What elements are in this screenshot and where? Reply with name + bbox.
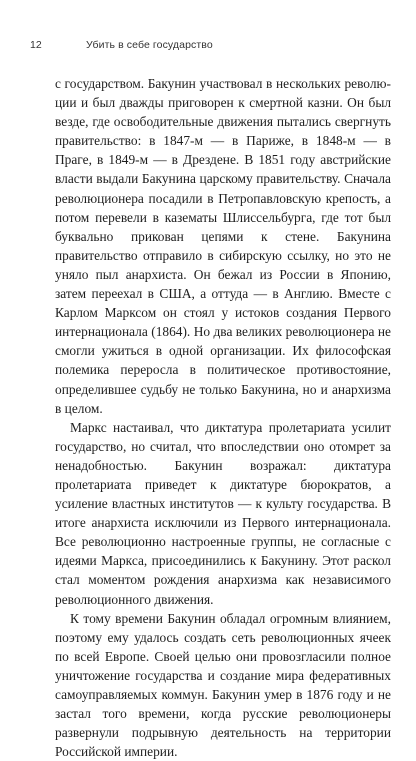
paragraph-1: с государством. Бакунин участвовал в нескольких революции и был дважды приговорен к смертной казни. Он был везде, где освободительные движения пытались свергнуть правительство: в 1847-м — в Париже, в 1848-м — в Праге, в 1849-м — в Дрездене. В 1851 году австрийские власти выдали Бакунина царскому правительству. Сначала революционера посадили в Петропавловскую крепость, а потом перевели в казематы Шлиссельбурга, где тот был буквально прикован цепями к стене. Бакунина правительство отправило в сибирскую ссылку, но это не уняло пыл анархиста. Он бежал из России в Японию, затем переехал в США, а оттуда — в Англию. Вместе с Карлом Марксом он стоял у истоков создания Первого интернационала (1864). Но два великих революционера не смогли ужиться в одной организации. Их философская полемика переросла в политическое противостояние, определившее судьбу не только Бакунина, но и анархизма в целом. xyxy=(55,76,391,416)
book-title: Убить в себе государство xyxy=(86,39,213,51)
paragraph-3: К тому времени Бакунин обладал огромным влиянием, поэтому ему удалось создать сеть революционных ячеек по всей Европе. Своей целью они провозгласили полное уничтожение государства и создание мира федеративных самоуправляемых коммун. Бакунин умер в 1876 году и не застал того времени, когда русские революционеры развернули подрывную деятельность на территории Российской империи. xyxy=(55,610,391,760)
body-text xyxy=(55,74,391,761)
paragraph-2: Маркс настаивал, что диктатура пролетариата усилит государство, но считал, что впоследствии оно отомрет за ненадобностью. Бакунин возражал: диктатура пролетариата приведет к диктатуре бюрократов, а усиление властных институтов — к культу государства. В итоге анархиста исключили из Первого интернационала. Все революционно настроенные группы, не согласные с идеями Маркса, присоединились к Бакунину. Этот раскол стал моментом рождения анархизма как независимого революционного движения. xyxy=(55,419,391,607)
page-number: 12 xyxy=(30,39,42,51)
